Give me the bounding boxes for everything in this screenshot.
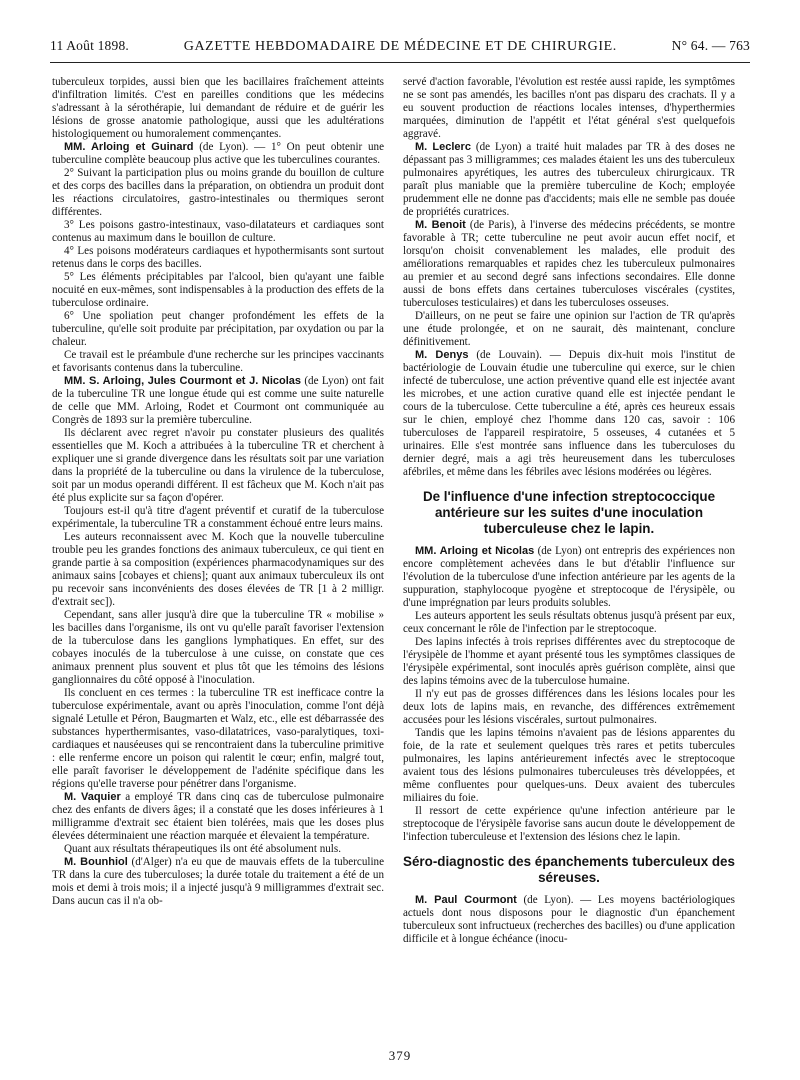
paragraph-text: D'ailleurs, on ne peut se faire une opinion sur l'action de TR qu'après une étude prolongée, et on ne saurait, dès maintenant, conclure définitivement. bbox=[403, 310, 735, 348]
paragraph bbox=[52, 219, 384, 245]
paragraph bbox=[52, 349, 384, 375]
header-rule bbox=[50, 62, 750, 63]
paragraph-text: servé d'action favorable, l'évolution est restée aussi rapide, les symptômes ne se sont pas amendés, les bacilles n'ont pas disparu des crachats. Il y a eu souvent production de réactions locales intenses, d'hyperthermies marquées, diminution de l'appétit et l'état général s'est quelquefois aggravé. bbox=[403, 76, 735, 140]
paragraph-text: 4° Les poisons modérateurs cardiaques et hypothermisants sont surtout retenus dans le corps des bacilles. bbox=[52, 245, 384, 270]
paragraph-text: Les auteurs apportent les seuls résultats obtenus jusqu'à présent par eux, ceux concernant le rôle de l'infection par le streptocoque. bbox=[403, 610, 735, 635]
paragraph-text: a employé TR dans cinq cas de tuberculose pulmonaire chez des enfants de divers âges; il a constaté que les doses inférieures à 1 milligramme d'extrait sec étaient bien tolérées, mais que les doses plus élevées déterminaient une réaction marquée et élevaient la température. bbox=[52, 791, 384, 842]
left-column bbox=[52, 76, 384, 908]
paragraph bbox=[52, 245, 384, 271]
paragraph bbox=[52, 856, 384, 908]
author-lead: MM. Arloing et Guinard bbox=[64, 141, 194, 153]
paragraph bbox=[403, 636, 735, 688]
paragraph-text: (de Lyon) ont entrepris des expériences non encore complètement achevées dans le but d'établir l'influence sur l'évolution de la tuberculose d'une infection antérieure par les agents de la suppuration, staphylocoque pyogène et streptocoque de l'érysipèle, ou d'une imprégnation par leurs produits solubles. bbox=[403, 545, 735, 609]
paragraph bbox=[52, 167, 384, 219]
paragraph bbox=[403, 545, 735, 610]
author-lead: MM. Arloing et Nicolas bbox=[415, 545, 535, 557]
running-header bbox=[50, 38, 750, 60]
paragraph bbox=[403, 219, 735, 310]
paragraph-text: Des lapins infectés à trois reprises différentes avec du streptocoque de l'érysipèle de l'homme et ayant présenté tous les symptômes classiques de l'érysipèle expérimental, sont inoculés après guérison complète, ainsi que des lapins témoins avec de la tuberculose humaine. bbox=[403, 636, 735, 687]
paragraph-text: Quant aux résultats thérapeutiques ils ont été absolument nuls. bbox=[64, 843, 341, 855]
author-lead: M. Denys bbox=[415, 349, 469, 361]
right-column-part3 bbox=[403, 894, 735, 946]
paragraph-text: Ils déclarent avec regret n'avoir pu constater plusieurs des qualités essentielles que M. Koch a attribuées à la tuberculine TR et cherchent à expliquer une si grande divergence dans les résultats soit par une variation dans la propriété de la tuberculine ou dans la virulence de la tuberculose, soit par un modus operandi différent. Il est fâcheux que M. Koch n'ait pas été plus explicite sur sa façon d'opérer. bbox=[52, 427, 384, 504]
page-number: 379 bbox=[388, 1048, 412, 1063]
header-date: 11 Août 1898. bbox=[50, 38, 129, 53]
header-issue: N° 64. — 763 bbox=[671, 38, 750, 53]
author-lead: M. Bounhiol bbox=[64, 856, 128, 868]
paragraph bbox=[52, 271, 384, 310]
paragraph bbox=[403, 727, 735, 805]
author-lead: M. Leclerc bbox=[415, 141, 471, 153]
author-lead: M. Benoit bbox=[415, 219, 466, 231]
paragraph bbox=[403, 894, 735, 946]
paragraph bbox=[403, 349, 735, 479]
paragraph-text: Tandis que les lapins témoins n'avaient pas de lésions apparentes du foie, de la rate et seulement quelques très rares et petits tubercules pulmonaires, les lapins antérieurement infectés avec le streptocoque avaient tous des lésions pulmonaires tuberculeuses très développées, et même confluentes pour quelques-uns. Deux avaient des tubercules miliaires du foie. bbox=[403, 727, 735, 804]
paragraph-text: tuberculeux torpides, aussi bien que les bacillaires fraîchement atteints d'infiltration limités. C'est en pareilles conditions que les médecins s'adressant à la sérothérapie, lui demandant de réduire et de guérir les lésions de grosse anatomie pathologique, aussi que les adultérations histologiquement ou humoralement commençantes. bbox=[52, 76, 384, 140]
paragraph-text: (de Lyon). — 1° On peut obtenir une tuberculine complète beaucoup plus active que les tuberculines courantes. bbox=[52, 141, 384, 166]
paragraph bbox=[52, 609, 384, 687]
paragraph-text: Les auteurs reconnaissent avec M. Koch que la nouvelle tuberculine trouble peu les grandes fonctions des animaux tuberculeux, ce qui tient en grande partie à sa composition (expériences pharmacodynamiques sur des animaux sains [cobayes et chiens]; quant aux animaux tuberculeux ils ont pu recevoir sans inconvénients des doses élevées de TR [1 à 2 milligr. d'extrait sec]). bbox=[52, 531, 384, 608]
paragraph-text: Il ressort de cette expérience qu'une infection antérieure par le streptocoque de l'érysipèle favorise sans aucun doute le développement de l'infection tuberculeuse et l'extension des lésions chez le lapin. bbox=[403, 805, 735, 843]
paragraph bbox=[52, 427, 384, 505]
paragraph-text: Il n'y eut pas de grosses différences dans les lésions locales pour les deux lots de lapins mais, en revanche, des différences extrêmement accusées pour les lésions viscérales, surtout pulmonaires. bbox=[403, 688, 735, 726]
paragraph-text: 6° Une spoliation peut changer profondément les effets de la tuberculine, qu'elle soit produite par précipitation, par oxydation ou par la chaleur. bbox=[52, 310, 384, 348]
right-column bbox=[403, 76, 735, 946]
paragraph-text: (d'Alger) n'a eu que de mauvais effets de la tuberculine TR dans la cure des tuberculoses; la durée totale du traitement a été de un mois et demi à trois mois; il a injecté jusqu'à 9 milligrammes d'extrait sec. Dans aucun cas il n'a ob- bbox=[52, 856, 385, 907]
paragraph-text: Cependant, sans aller jusqu'à dire que la tuberculine TR « mobilise » les bacilles dans l'organisme, ils ont vu qu'elle paraît favoriser l'extension de la tuberculose dans les ganglions lymphatiques. En effet, sur des cobayes inoculés de la tuberculose à une cuisse, on constate que ces animaux prennent plus souvent et plus tôt que les témoins des lésions ganglionnaires du côté opposé à l'inoculation. bbox=[52, 609, 384, 686]
paragraph-text: (de Lyon) ont fait de la tuberculine TR une longue étude qui est comme une suite naturelle de celle que MM. Arloing, Rodet et Courmont ont communiquée au Congrès de 1893 sur la première tuberculine. bbox=[52, 375, 384, 426]
right-column-part2 bbox=[403, 545, 735, 844]
paragraph bbox=[52, 76, 384, 141]
paragraph-text: (de Lyon). — Les moyens bactériologiques actuels dont nous disposons pour le diagnostic d'un épanchement tuberculeux sont infructueux (recherches des bacilles) ou d'une application difficile et à longue échéance (inocu- bbox=[403, 894, 735, 945]
author-lead: M. Paul Courmont bbox=[415, 894, 517, 906]
paragraph-text: 2° Suivant la participation plus ou moins grande du bouillon de culture et des corps des bacilles dans la préparation, on obtiendra un produit dont les réactions circulatoires, gastro-intestinales ou thermiques seront différentes. bbox=[52, 167, 384, 218]
paragraph-text: Ce travail est le préambule d'une recherche sur les principes vaccinants et favorisants contenus dans la tuberculine. bbox=[52, 349, 384, 374]
paragraph-text: 3° Les poisons gastro-intestinaux, vaso-dilatateurs et cardiaques sont contenus au maximum dans le bouillon de culture. bbox=[52, 219, 384, 244]
paragraph-text: Toujours est-il qu'à titre d'agent préventif et curatif de la tuberculose expérimentale, la tuberculine TR a constamment échoué entre leurs mains. bbox=[52, 505, 384, 530]
paragraph bbox=[403, 141, 735, 219]
paragraph bbox=[52, 791, 384, 843]
paragraph bbox=[52, 375, 384, 427]
paragraph-text: (de Lyon) a traité huit malades par TR à des doses ne dépassant pas 3 milligrammes; ces malades étaient les uns des tuberculeux pulmonaires apyrétiques, les autres des tuberculeux chirurgicaux. TR paraît plus maniable que la première tuberculine de Koch; employée prudemment elle ne donne pas d'accidents; mais elle ne semble pas douée de propriétés curatrices. bbox=[403, 141, 735, 218]
paragraph bbox=[403, 688, 735, 727]
paragraph bbox=[403, 805, 735, 844]
paragraph bbox=[52, 505, 384, 531]
paragraph bbox=[403, 310, 735, 349]
right-column-part1 bbox=[403, 76, 735, 479]
paragraph-text: 5° Les éléments précipitables par l'alcool, bien qu'ayant une faible nocuité en eux-mêmes, sont indispensables à la production des effets de la tuberculose ordinaire. bbox=[52, 271, 384, 309]
paragraph bbox=[52, 531, 384, 609]
paragraph bbox=[52, 687, 384, 791]
paragraph-text: Ils concluent en ces termes : la tuberculine TR est inefficace contre la tuberculose expérimentale, avant ou après l'inoculation, comme l'ont déjà signalé Letulle et Péron, Baugmarten et Walz, etc., elle est débarrassée des substances hyperthermisantes, vaso-dilatatrices, vaso-paralytiques, toxi-cardiaques et nauséeuses qui se rencontraient dans la tuberculine primitive : elle renferme encore un poison qui ralentit le cœur; enfin, malgré tout, elle paraît favoriser le développement de l'adénite spécifique dans les régions qu'elle traverse pour pénétrer dans l'organisme. bbox=[52, 687, 384, 790]
author-lead: M. Vaquier bbox=[64, 791, 121, 803]
journal-title: GAZETTE HEBDOMADAIRE DE MÉDECINE ET DE CHIRURGIE. bbox=[183, 39, 617, 54]
paragraph bbox=[403, 76, 735, 141]
paragraph-text: (de Louvain). — Depuis dix-huit mois l'institut de bactériologie de Louvain étudie une tuberculine qui exerce, sur le chien infecté de tuberculose, une action préventive quand elle est injectée avant les microbes, et une action curative quand elle est injectée pendant le cours de la tuberculose. Cette tuberculine a été, après ces heureux essais sur le chien, employé chez l'homme dans 120 cas, savoir : 106 tuberculoses de l'appareil respiratoire, 5 osseuses, 4 cutanées et 5 urinaires. Elle s'est montrée sans influence dans les tuberculoses du dernier degré, mais a agi très heureusement dans les tuberculoses afébriles, et même dans les fébriles avec lésions modérées ou légères. bbox=[403, 349, 735, 478]
paragraph-text: (de Paris), à l'inverse des médecins précédents, se montre favorable à TR; cette tuberculine ne peut avoir aucun effet nocif, et lorsqu'on choisit convenablement les malades, elle produit des améliorations remarquables et rapides chez les tuberculeux pulmonaires au premier et au second degré sans infections secondaires. Elle donne aussi de bons effets dans certaines tuberculoses viscérales (cystites, tuberculoses testiculaires) et dans les tuberculoses osseuses. bbox=[403, 219, 735, 309]
author-lead: MM. S. Arloing, Jules Courmont et J. Nicolas bbox=[64, 375, 302, 387]
paragraph bbox=[52, 310, 384, 349]
paragraph bbox=[52, 141, 384, 167]
paragraph bbox=[403, 610, 735, 636]
section-title-streptococcique: De l'influence d'une infection streptococcique antérieure sur les suites d'une inoculation tuberculeuse chez le lapin. bbox=[422, 489, 716, 536]
section-title-sero-diagnostic: Séro-diagnostic des épanchements tuberculeux des séreuses. bbox=[403, 854, 735, 885]
paragraph bbox=[52, 843, 384, 856]
